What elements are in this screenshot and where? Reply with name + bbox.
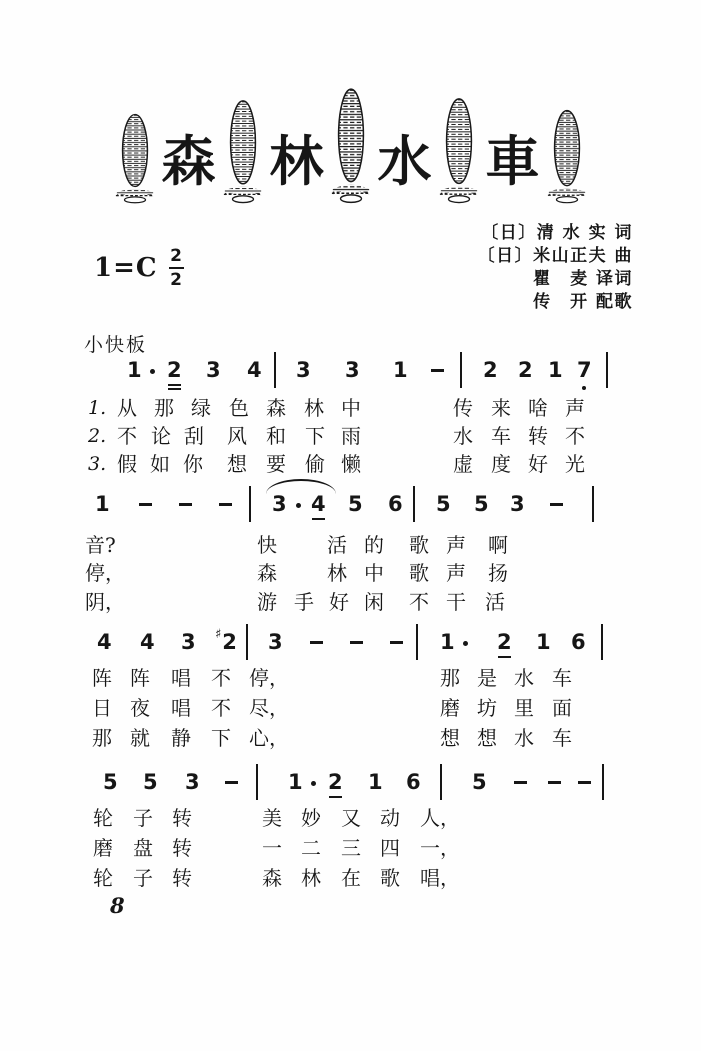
note-1 <box>536 630 551 654</box>
lyric-syllable: 就 <box>130 726 150 750</box>
note-number-row <box>571 630 586 654</box>
lyric-syllable: 是 <box>477 666 497 690</box>
note-number-row <box>510 492 525 516</box>
note-number: 4 <box>97 630 112 654</box>
lyric-syllable: 下 <box>211 726 231 750</box>
lyric-row-verse3-a <box>0 452 701 478</box>
barline <box>274 352 276 388</box>
lyric-syllable: 要 <box>266 452 286 476</box>
lyric-syllable: 停， <box>85 561 125 585</box>
extension-dash <box>431 369 444 372</box>
note-number-row <box>127 358 142 382</box>
note-number-row <box>143 770 158 794</box>
note-number-row <box>440 630 455 654</box>
note-number: 3 <box>296 358 311 382</box>
note-number-row <box>483 358 498 382</box>
lyric-syllable: 在 <box>341 866 361 890</box>
lyric-syllable: 传 <box>453 396 473 420</box>
corn-decoration-icon <box>546 108 588 204</box>
lyric-syllable: 手 <box>294 590 314 614</box>
lyric-syllable: 阵 <box>130 666 150 690</box>
lyric-syllable: 车 <box>491 424 511 448</box>
lyric-row-verse3-d <box>0 866 701 892</box>
lyric-row-verse2-d <box>0 836 701 862</box>
extension-dash <box>219 503 232 506</box>
lyric-syllable: 又 <box>341 806 361 830</box>
note-number-row <box>368 770 383 794</box>
lyric-syllable: 阵 <box>92 666 112 690</box>
lyric-syllable: 啊 <box>488 533 508 557</box>
lyric-syllable: 林 <box>327 561 347 585</box>
lyric-syllable: 干 <box>446 590 466 614</box>
lyric-syllable: 美 <box>262 806 282 830</box>
lyric-syllable: 3. <box>88 453 107 475</box>
credit-line: 〔日〕清 水 实 词 <box>481 223 633 243</box>
music-line-2 <box>0 492 701 538</box>
lyric-syllable: 二 <box>301 836 321 860</box>
lyric-syllable: 想 <box>440 726 460 750</box>
note-number: 1 <box>368 770 383 794</box>
note-number-row <box>272 492 287 516</box>
note-number-row <box>406 770 421 794</box>
note-number: 5 <box>348 492 363 516</box>
note-number: 4 <box>140 630 155 654</box>
note-7 <box>577 358 592 390</box>
lyric-syllable: 森 <box>257 561 277 585</box>
lyric-syllable: 如 <box>150 452 170 476</box>
extension-dash <box>548 781 561 784</box>
lyric-syllable: 你 <box>183 452 203 476</box>
duration-dot <box>150 369 155 374</box>
key-tonic: 1=C <box>94 253 158 283</box>
barline <box>249 486 251 522</box>
note-number: 6 <box>406 770 421 794</box>
note-3 <box>181 630 196 654</box>
lyric-row-verse3-b <box>0 590 701 616</box>
note-5 <box>348 492 363 516</box>
barline <box>602 764 604 800</box>
note-1 <box>288 770 303 794</box>
note-number-row <box>288 770 303 794</box>
note-number-row <box>185 770 200 794</box>
lyric-syllable: 音? <box>85 533 116 557</box>
extension-dash <box>139 503 152 506</box>
note-number: 2 <box>222 630 237 654</box>
note-3 <box>206 358 221 382</box>
credits-block <box>478 222 633 314</box>
lyric-syllable: 盘 <box>133 836 153 860</box>
lyric-syllable: 好 <box>329 590 349 614</box>
credit-line: 传 开 配歌 <box>533 292 633 312</box>
note-number-row <box>181 630 196 654</box>
note-number-row <box>247 358 262 382</box>
note-number: 6 <box>571 630 586 654</box>
note-3 <box>272 492 287 516</box>
lyric-syllable: 度 <box>491 452 511 476</box>
title-char: 森 <box>161 129 216 193</box>
lyric-syllable: 阴， <box>85 590 125 614</box>
note-number: 4 <box>311 492 326 516</box>
note-6 <box>571 630 586 654</box>
note-number-row <box>518 358 533 382</box>
note-number: 1 <box>536 630 551 654</box>
note-number-row <box>167 358 182 382</box>
note-2 <box>215 627 237 654</box>
lyric-syllable: 唱 <box>171 696 191 720</box>
lyric-syllable: 活 <box>327 533 347 557</box>
note-number-row <box>140 630 155 654</box>
lyric-syllable: 水 <box>514 726 534 750</box>
credit-line: 瞿 麦 译词 <box>533 269 633 289</box>
lyric-syllable: 声 <box>446 533 466 557</box>
note-2 <box>497 630 512 658</box>
lyric-syllable: 不 <box>117 424 137 448</box>
lyric-syllable: 唱， <box>420 866 460 890</box>
note-number: 2 <box>328 770 343 794</box>
lyric-syllable: 动 <box>380 806 400 830</box>
note-number-row <box>474 492 489 516</box>
note-number: 4 <box>247 358 262 382</box>
lyric-syllable: 中 <box>341 396 361 420</box>
lyric-syllable: 森 <box>266 396 286 420</box>
note-number-row <box>215 627 237 654</box>
lyric-syllable: 偷 <box>305 452 325 476</box>
note-number: 3 <box>272 492 287 516</box>
lyric-syllable: 轮 <box>93 806 113 830</box>
note-number-row <box>345 358 360 382</box>
lyric-syllable: 闲 <box>364 590 384 614</box>
note-number-row <box>268 630 283 654</box>
note-number-row <box>348 492 363 516</box>
lyric-syllable: 子 <box>133 806 153 830</box>
duration-dot <box>311 781 316 786</box>
credit-line: 〔日〕米山正夫 曲 <box>477 246 633 266</box>
lyric-syllable: 那 <box>440 666 460 690</box>
barline <box>440 764 442 800</box>
note-number: 2 <box>167 358 182 382</box>
note-5 <box>472 770 487 794</box>
lyric-syllable: 车 <box>552 666 572 690</box>
lyric-syllable: 心， <box>249 726 289 750</box>
lyric-syllable: 森 <box>262 866 282 890</box>
note-number: 2 <box>518 358 533 382</box>
lyric-syllable: 轮 <box>93 866 113 890</box>
underline-beam <box>329 796 342 798</box>
note-number: 7 <box>577 358 592 382</box>
lyric-syllable: 风 <box>227 424 247 448</box>
note-5 <box>474 492 489 516</box>
lyric-syllable: 停， <box>249 666 289 690</box>
duration-dot <box>296 503 301 508</box>
lyric-syllable: 林 <box>301 866 321 890</box>
lyric-syllable: 车 <box>552 726 572 750</box>
lyric-syllable: 虚 <box>453 452 473 476</box>
note-4 <box>247 358 262 382</box>
lyric-syllable: 转 <box>172 806 192 830</box>
lyric-syllable: 一， <box>420 836 460 860</box>
lyric-syllable: 那 <box>154 396 174 420</box>
note-1 <box>368 770 383 794</box>
fraction-bar-line <box>169 267 184 269</box>
lyric-syllable: 夜 <box>130 696 150 720</box>
lyric-syllable: 歌 <box>380 866 400 890</box>
note-number: 2 <box>483 358 498 382</box>
lyric-syllable: 磨 <box>440 696 460 720</box>
lyric-syllable: 不 <box>211 696 231 720</box>
note-1 <box>127 358 142 382</box>
corn-decoration-icon <box>330 86 372 204</box>
lyric-row-verse2-c <box>0 696 701 722</box>
note-2 <box>483 358 498 382</box>
note-2 <box>328 770 343 798</box>
lyric-syllable: 唱 <box>171 666 191 690</box>
lyric-syllable: 妙 <box>301 806 321 830</box>
lyric-syllable: 尽， <box>249 696 289 720</box>
note-4 <box>97 630 112 654</box>
lyric-row-verse3-c <box>0 726 701 752</box>
lyric-row-verse1-d <box>0 806 701 832</box>
lyric-syllable: 色 <box>229 396 249 420</box>
barline <box>601 624 603 660</box>
underline-beam <box>168 388 181 390</box>
lyric-syllable: 2. <box>88 425 107 447</box>
extension-dash <box>310 641 323 644</box>
note-2 <box>518 358 533 382</box>
note-number: 1 <box>95 492 110 516</box>
lyric-syllable: 啥 <box>528 396 548 420</box>
note-number: 2 <box>497 630 512 654</box>
note-number: 3 <box>510 492 525 516</box>
key-signature <box>94 246 184 290</box>
note-number-row <box>436 492 451 516</box>
lyric-syllable: 雨 <box>341 424 361 448</box>
extension-dash <box>514 781 527 784</box>
note-5 <box>436 492 451 516</box>
lyric-row-verse1-c <box>0 666 701 692</box>
lyric-syllable: 转 <box>528 424 548 448</box>
note-6 <box>406 770 421 794</box>
note-3 <box>510 492 525 516</box>
lyric-syllable: 扬 <box>488 561 508 585</box>
extension-dash <box>578 781 591 784</box>
note-number: 6 <box>388 492 403 516</box>
note-number: 3 <box>206 358 221 382</box>
lyric-syllable: 不 <box>409 590 429 614</box>
corn-decoration-icon <box>222 98 264 204</box>
lyric-syllable: 四 <box>380 836 400 860</box>
barline <box>246 624 248 660</box>
note-number: 5 <box>436 492 451 516</box>
note-3 <box>296 358 311 382</box>
note-number-row <box>577 358 592 382</box>
lyric-syllable: 一 <box>262 836 282 860</box>
note-number-row <box>548 358 563 382</box>
duration-dot <box>463 641 468 646</box>
note-5 <box>103 770 118 794</box>
lyric-syllable: 绿 <box>191 396 211 420</box>
title-char: 水 <box>377 129 432 193</box>
note-number-row <box>472 770 487 794</box>
note-number: 3 <box>268 630 283 654</box>
lyric-syllable: 游 <box>257 590 277 614</box>
note-number-row <box>103 770 118 794</box>
note-number-row <box>388 492 403 516</box>
lyric-syllable: 转 <box>172 836 192 860</box>
lyric-syllable: 静 <box>171 726 191 750</box>
lyric-row-verse1-b <box>0 533 701 559</box>
lyric-syllable: 面 <box>552 696 572 720</box>
slur <box>266 479 336 494</box>
lyric-syllable: 水 <box>453 424 473 448</box>
underline-beam <box>312 518 325 520</box>
extension-dash <box>179 503 192 506</box>
time-numerator: 2 <box>170 246 182 266</box>
extension-dash <box>350 641 363 644</box>
underline-beam <box>168 384 181 386</box>
note-number: 1 <box>548 358 563 382</box>
lyric-syllable: 从 <box>117 396 137 420</box>
lyric-syllable: 的 <box>364 533 384 557</box>
note-number: 1 <box>288 770 303 794</box>
sharp-icon: ♯ <box>215 627 222 642</box>
low-octave-dot <box>582 386 586 390</box>
note-4 <box>140 630 155 654</box>
lyric-syllable: 声 <box>446 561 466 585</box>
lyric-syllable: 磨 <box>93 836 113 860</box>
lyric-syllable: 里 <box>514 696 534 720</box>
lyric-syllable: 懒 <box>341 452 361 476</box>
time-denominator: 2 <box>170 270 182 290</box>
lyric-syllable: 坊 <box>477 696 497 720</box>
page-number: 8 <box>110 893 125 918</box>
title-char: 車 <box>485 129 540 193</box>
lyric-syllable: 想 <box>227 452 247 476</box>
note-number-row <box>97 630 112 654</box>
note-number: 3 <box>185 770 200 794</box>
lyric-syllable: 水 <box>514 666 534 690</box>
time-signature <box>169 246 184 290</box>
note-3 <box>185 770 200 794</box>
extension-dash <box>390 641 403 644</box>
note-number-row <box>95 492 110 516</box>
lyric-syllable: 论 <box>151 424 171 448</box>
extension-dash <box>225 781 238 784</box>
barline <box>416 624 418 660</box>
note-number: 5 <box>474 492 489 516</box>
note-1 <box>95 492 110 516</box>
lyric-syllable: 不 <box>565 424 585 448</box>
lyric-syllable: 声 <box>565 396 585 420</box>
lyric-syllable: 快 <box>257 533 277 557</box>
note-6 <box>388 492 403 516</box>
note-number-row <box>536 630 551 654</box>
note-3 <box>268 630 283 654</box>
lyric-syllable: 日 <box>92 696 112 720</box>
extension-dash <box>550 503 563 506</box>
lyric-syllable: 转 <box>172 866 192 890</box>
lyric-syllable: 想 <box>477 726 497 750</box>
lyric-syllable: 三 <box>341 836 361 860</box>
barline <box>592 486 594 522</box>
note-number: 1 <box>393 358 408 382</box>
lyric-syllable: 下 <box>305 424 325 448</box>
lyric-syllable: 那 <box>92 726 112 750</box>
corn-decoration-icon <box>438 96 480 204</box>
note-number: 5 <box>472 770 487 794</box>
tempo-marking: 小快板 <box>84 334 148 356</box>
lyric-syllable: 活 <box>485 590 505 614</box>
note-1 <box>440 630 455 654</box>
lyric-row-verse1-a <box>0 396 701 422</box>
lyric-row-verse2-b <box>0 561 701 587</box>
title-char: 林 <box>269 129 324 193</box>
lyric-syllable: 中 <box>364 561 384 585</box>
lyric-syllable: 子 <box>133 866 153 890</box>
corn-decoration-icon <box>114 112 156 204</box>
note-number-row <box>311 492 326 516</box>
lyric-syllable: 歌 <box>409 533 429 557</box>
note-3 <box>345 358 360 382</box>
note-number-row <box>497 630 512 654</box>
note-number-row <box>206 358 221 382</box>
lyric-syllable: 假 <box>117 452 137 476</box>
note-number-row <box>296 358 311 382</box>
note-4 <box>311 492 326 520</box>
barline <box>460 352 462 388</box>
note-number: 3 <box>345 358 360 382</box>
lyric-syllable: 好 <box>528 452 548 476</box>
note-number: 1 <box>127 358 142 382</box>
lyric-row-verse2-a <box>0 424 701 450</box>
underline-beam <box>498 656 511 658</box>
note-number: 1 <box>440 630 455 654</box>
lyric-syllable: 林 <box>304 396 324 420</box>
note-number-row <box>328 770 343 794</box>
lyric-syllable: 来 <box>491 396 511 420</box>
title <box>0 86 701 204</box>
note-number: 3 <box>181 630 196 654</box>
note-number-row <box>393 358 408 382</box>
note-5 <box>143 770 158 794</box>
lyric-syllable: 1. <box>88 397 107 419</box>
barline <box>606 352 608 388</box>
lyric-syllable: 光 <box>565 452 585 476</box>
note-2 <box>167 358 182 390</box>
lyric-syllable: 和 <box>266 424 286 448</box>
note-number: 5 <box>143 770 158 794</box>
note-1 <box>548 358 563 382</box>
lyric-syllable: 刮 <box>184 424 204 448</box>
note-1 <box>393 358 408 382</box>
barline <box>413 486 415 522</box>
lyric-syllable: 人， <box>420 806 460 830</box>
lyric-syllable: 歌 <box>409 561 429 585</box>
note-number: 5 <box>103 770 118 794</box>
barline <box>256 764 258 800</box>
lyric-syllable: 不 <box>211 666 231 690</box>
